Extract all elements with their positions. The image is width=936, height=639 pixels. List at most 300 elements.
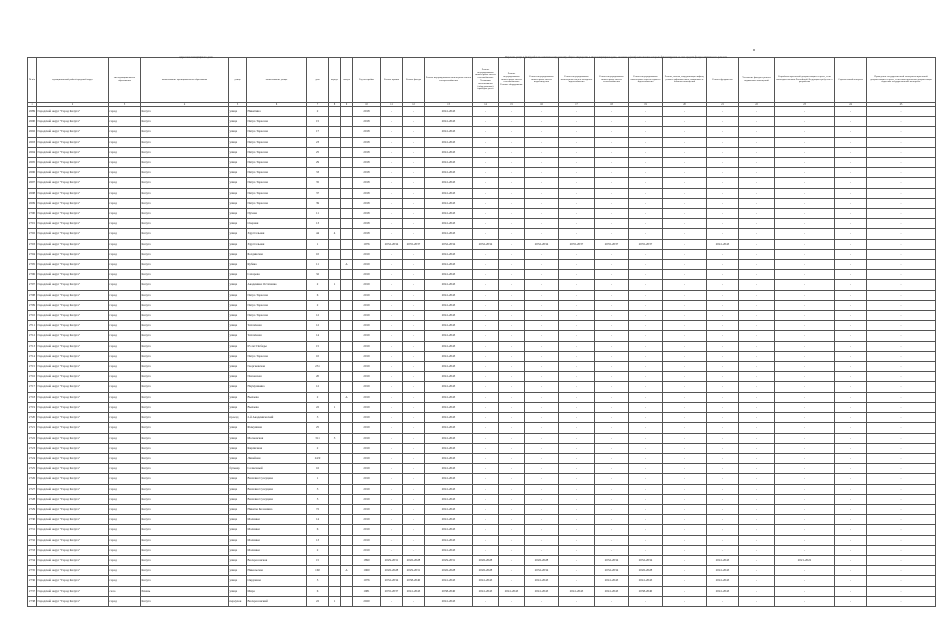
table-cell: 2019	[353, 545, 381, 555]
table-cell: -	[707, 464, 739, 474]
table-cell	[341, 453, 353, 463]
table-cell	[329, 504, 341, 514]
table-cell: 2041-2043	[473, 576, 499, 586]
table-cell: 12	[307, 321, 329, 331]
table-cell: 2032-2034	[595, 555, 629, 565]
table-cell: 1	[329, 402, 341, 412]
table-cell: 2041-2043	[425, 127, 473, 137]
table-cell: город	[109, 249, 141, 259]
table-cell: -	[595, 178, 629, 188]
table-cell: -	[595, 311, 629, 321]
table-cell: 2041-2043	[707, 586, 739, 596]
column-header: Ремонт крыши	[381, 58, 403, 103]
table-cell: город	[109, 504, 141, 514]
table-cell: -	[663, 219, 707, 229]
table-cell: -	[663, 566, 707, 576]
table-cell: Болдинская	[247, 249, 307, 259]
table-cell: 2041-2043	[425, 270, 473, 280]
table-cell: Петра Тарасова	[247, 351, 307, 361]
table-cell: Калуга	[141, 290, 229, 300]
table-cell: улица	[229, 535, 247, 545]
table-cell: Калуга	[141, 566, 229, 576]
table-cell: Московская	[247, 433, 307, 443]
table-cell: 1	[307, 239, 329, 249]
table-cell: -	[381, 433, 403, 443]
table-cell: 2041-2043	[425, 351, 473, 361]
table-cell: улица	[229, 127, 247, 137]
table-cell: Калуга	[141, 178, 229, 188]
table-cell: город	[109, 198, 141, 208]
table-cell: -	[663, 107, 707, 117]
table-cell: 2026-2028	[525, 555, 559, 565]
table-cell: -	[663, 576, 707, 586]
table-cell	[329, 494, 341, 504]
table-cell: -	[559, 168, 595, 178]
table-cell: 2032-2034	[425, 239, 473, 249]
table-cell: -	[629, 525, 663, 535]
table-cell: -	[739, 168, 775, 178]
table-cell: -	[739, 209, 775, 219]
table-cell	[341, 188, 353, 198]
table-cell: улица	[229, 219, 247, 229]
table-cell: Городской округ "Город Калуга"	[37, 290, 109, 300]
table-cell: -	[629, 229, 663, 239]
table-cell	[341, 341, 353, 351]
table-cell: -	[559, 198, 595, 208]
table-cell	[329, 321, 341, 331]
table-cell: -	[473, 443, 499, 453]
table-cell: -	[867, 423, 936, 433]
table-cell: Калуга	[141, 464, 229, 474]
table-row	[28, 555, 936, 565]
table-cell: -	[595, 535, 629, 545]
table-cell: -	[473, 229, 499, 239]
column-header: наименование муниципального образования	[141, 58, 229, 103]
table-cell: 311	[307, 433, 329, 443]
table-cell: Петра Тарасова	[247, 117, 307, 127]
table-cell: -	[499, 127, 525, 137]
table-cell: улица	[229, 249, 247, 259]
table-cell	[341, 382, 353, 392]
table-cell: 2019	[353, 525, 381, 535]
table-cell: -	[707, 443, 739, 453]
table-cell: Озерная	[247, 219, 307, 229]
table-cell: -	[525, 137, 559, 147]
table-cell: -	[835, 290, 867, 300]
table-cell: -	[775, 423, 835, 433]
table-cell: -	[595, 290, 629, 300]
column-header: Ремонт внутридомовых инженерных систем газоснабжения: Установка коллективных (общедомовых) приборов учета	[473, 58, 499, 103]
table-cell: -	[559, 464, 595, 474]
table-cell: -	[867, 260, 936, 270]
table-cell: -	[775, 341, 835, 351]
table-cell: -	[473, 545, 499, 555]
column-number: 1	[28, 103, 37, 107]
table-cell: -	[595, 321, 629, 331]
table-cell: -	[595, 188, 629, 198]
table-cell: -	[835, 270, 867, 280]
table-cell: Калуга	[141, 270, 229, 280]
table-cell: улица	[229, 137, 247, 147]
table-cell: Калуга	[141, 443, 229, 453]
table-cell: -	[499, 137, 525, 147]
table-cell: 2729	[28, 504, 37, 514]
table-cell: -	[775, 586, 835, 596]
table-cell: -	[629, 117, 663, 127]
table-cell: -	[775, 433, 835, 443]
table-cell: -	[707, 392, 739, 402]
table-cell: 2	[307, 280, 329, 290]
table-cell: -	[499, 219, 525, 229]
table-row	[28, 107, 936, 117]
table-cell: -	[835, 566, 867, 576]
table-cell: -	[381, 188, 403, 198]
table-cell: -	[403, 331, 425, 341]
table-cell: -	[835, 219, 867, 229]
table-cell: улица	[229, 382, 247, 392]
table-cell: 2041-2043	[425, 147, 473, 157]
table-cell: -	[707, 413, 739, 423]
table-cell: город	[109, 107, 141, 117]
table-cell: 2724	[28, 453, 37, 463]
table-cell: -	[499, 504, 525, 514]
table-cell: 44	[307, 229, 329, 239]
table-cell: 1	[307, 474, 329, 484]
table-cell: 2705	[28, 260, 37, 270]
table-cell: -	[629, 423, 663, 433]
table-cell: улица	[229, 311, 247, 321]
table-cell: -	[707, 178, 739, 188]
table-cell: 2041-2043	[425, 545, 473, 555]
column-number: 15	[499, 103, 525, 107]
table-cell	[341, 280, 353, 290]
table-cell: -	[707, 433, 739, 443]
table-cell: -	[663, 198, 707, 208]
table-cell: Вылаева	[247, 402, 307, 412]
table-cell: -	[663, 362, 707, 372]
table-cell: -	[629, 280, 663, 290]
table-cell: -	[867, 525, 936, 535]
table-cell: -	[835, 260, 867, 270]
table-cell: -	[663, 433, 707, 443]
table-cell: -	[629, 270, 663, 280]
table-cell: 2704	[28, 249, 37, 259]
table-cell: 35	[307, 178, 329, 188]
table-cell: -	[867, 127, 936, 137]
table-cell: -	[835, 535, 867, 545]
table-cell: 2689	[28, 107, 37, 117]
table-cell: город	[109, 127, 141, 137]
table-cell: -	[381, 137, 403, 147]
table-cell: Городской округ "Город Калуга"	[37, 382, 109, 392]
table-cell: -	[381, 596, 403, 606]
table-cell: -	[707, 209, 739, 219]
table-cell: -	[835, 576, 867, 586]
table-cell: -	[835, 402, 867, 412]
table-cell: -	[499, 321, 525, 331]
table-cell: -	[595, 270, 629, 280]
table-cell	[341, 576, 353, 586]
table-cell	[329, 198, 341, 208]
table-cell: -	[775, 474, 835, 484]
table-cell: 2035-2037	[403, 239, 425, 249]
table-cell: -	[629, 351, 663, 361]
table-cell: -	[663, 127, 707, 137]
table-cell: -	[595, 545, 629, 555]
table-cell: город	[109, 188, 141, 198]
table-cell: 2041-2043	[425, 474, 473, 484]
table-cell: -	[595, 362, 629, 372]
table-cell: -	[559, 341, 595, 351]
table-cell: Василия Сусеуцева	[247, 494, 307, 504]
table-cell: -	[381, 117, 403, 127]
table-cell: -	[867, 351, 936, 361]
table-cell: -	[707, 372, 739, 382]
table-cell	[341, 178, 353, 188]
table-cell: -	[559, 300, 595, 310]
table-cell: -	[499, 464, 525, 474]
table-cell: 16	[307, 464, 329, 474]
table-cell: улица	[229, 300, 247, 310]
table-cell: -	[473, 402, 499, 412]
table-cell: 2038-2040	[403, 576, 425, 586]
table-cell: -	[595, 494, 629, 504]
table-row	[28, 168, 936, 178]
table-cell: 1	[329, 596, 341, 606]
table-cell: 25	[307, 147, 329, 157]
table-cell: -	[381, 515, 403, 525]
table-cell: 2019	[353, 382, 381, 392]
table-cell: -	[403, 351, 425, 361]
table-cell: 2019	[353, 392, 381, 402]
table-cell: город	[109, 137, 141, 147]
table-cell: А	[341, 392, 353, 402]
table-cell: А	[341, 260, 353, 270]
table-cell	[341, 351, 353, 361]
table-cell: Петра Тарасова	[247, 198, 307, 208]
table-cell: -	[663, 474, 707, 484]
table-cell: -	[663, 494, 707, 504]
table-cell: 2019	[353, 321, 381, 331]
table-cell: -	[835, 229, 867, 239]
table-cell: 2735	[28, 566, 37, 576]
table-cell: -	[559, 484, 595, 494]
table-cell: -	[473, 137, 499, 147]
table-cell: 2041-2043	[473, 586, 499, 596]
table-cell	[341, 402, 353, 412]
table-cell: -	[559, 117, 595, 127]
table-cell: Городской округ "Город Калуга"	[37, 239, 109, 249]
column-header: Ремонт, замена, модернизация лифтов, ремонт лифтовых шахт, машинных и блочных помещений	[663, 58, 707, 103]
table-cell: город	[109, 372, 141, 382]
table-cell: Малинки	[247, 545, 307, 555]
table-cell: 2041-2043	[425, 433, 473, 443]
table-cell: -	[403, 464, 425, 474]
table-cell: 2018	[353, 168, 381, 178]
table-cell: -	[775, 453, 835, 463]
table-cell: -	[499, 280, 525, 290]
table-cell: -	[629, 168, 663, 178]
table-cell: -	[525, 229, 559, 239]
table-cell: -	[559, 433, 595, 443]
table-cell	[329, 535, 341, 545]
table-cell: -	[473, 362, 499, 372]
table-cell: -	[835, 331, 867, 341]
table-cell: -	[403, 219, 425, 229]
table-cell: 2018	[353, 229, 381, 239]
table-cell: -	[739, 362, 775, 372]
table-cell: 2032-2034	[629, 555, 663, 565]
table-cell: 2041-2043	[595, 586, 629, 596]
table-cell: -	[473, 525, 499, 535]
table-cell: 22	[307, 402, 329, 412]
table-cell: -	[867, 219, 936, 229]
table-row	[28, 117, 936, 127]
table-cell: улица	[229, 474, 247, 484]
table-cell	[341, 229, 353, 239]
table-row	[28, 260, 936, 270]
table-cell: -	[525, 372, 559, 382]
table-cell: -	[739, 341, 775, 351]
table-cell: -	[525, 596, 559, 606]
table-cell: -	[403, 525, 425, 535]
table-cell: -	[525, 402, 559, 412]
table-cell: Калуга	[141, 127, 229, 137]
table-cell: -	[473, 372, 499, 382]
table-cell: -	[775, 188, 835, 198]
table-cell: Петра Тарасова	[247, 188, 307, 198]
table-cell: -	[525, 525, 559, 535]
table-cell: -	[739, 596, 775, 606]
table-cell: -	[775, 351, 835, 361]
table-cell: -	[473, 453, 499, 463]
table-row	[28, 433, 936, 443]
table-cell: -	[473, 474, 499, 484]
table-cell: 2019	[353, 290, 381, 300]
table-cell: 2041-2043	[707, 239, 739, 249]
table-cell: -	[381, 321, 403, 331]
table-cell: 2018	[353, 147, 381, 157]
table-row	[28, 504, 936, 514]
table-cell: -	[381, 525, 403, 535]
table-cell: Малинки	[247, 525, 307, 535]
table-cell: 2041-2043	[425, 402, 473, 412]
table-cell: -	[663, 321, 707, 331]
table-cell: -	[835, 188, 867, 198]
table-cell: город	[109, 168, 141, 178]
table-cell: -	[867, 137, 936, 147]
table-cell: -	[499, 341, 525, 351]
table-cell: город	[109, 596, 141, 606]
table-cell: -	[775, 545, 835, 555]
table-cell: -	[775, 229, 835, 239]
table-cell: Городской округ "Город Калуга"	[37, 178, 109, 188]
table-cell: -	[559, 158, 595, 168]
table-cell: 2032-2034	[595, 566, 629, 576]
table-cell: Петра Тарасова	[247, 168, 307, 178]
table-cell: Городской округ "Город Калуга"	[37, 351, 109, 361]
table-cell: -	[473, 484, 499, 494]
table-cell: 2041-2043	[425, 178, 473, 188]
table-cell: -	[381, 413, 403, 423]
table-cell: Калуга	[141, 188, 229, 198]
table-cell: -	[403, 321, 425, 331]
table-cell: 2726	[28, 474, 37, 484]
table-row	[28, 280, 936, 290]
table-cell: 2041-2043	[425, 535, 473, 545]
table-cell: 2707	[28, 280, 37, 290]
table-cell: -	[835, 178, 867, 188]
table-cell: -	[739, 270, 775, 280]
table-cell: Городской округ "Город Калуга"	[37, 229, 109, 239]
table-cell: Фомушина	[247, 423, 307, 433]
table-cell: -	[867, 535, 936, 545]
table-cell: Городской округ "Город Калуга"	[37, 515, 109, 525]
table-cell	[329, 311, 341, 321]
table-cell: -	[867, 566, 936, 576]
table-cell	[329, 239, 341, 249]
table-cell: Городской округ "Город Калуга"	[37, 474, 109, 484]
table-cell: -	[629, 188, 663, 198]
table-cell: -	[663, 158, 707, 168]
table-cell: -	[403, 433, 425, 443]
table-row	[28, 494, 936, 504]
column-header: муниципальный район/городской округ	[37, 58, 109, 103]
table-cell: Калуга	[141, 311, 229, 321]
table-cell: 2736	[28, 576, 37, 586]
table-cell: город	[109, 474, 141, 484]
table-cell: 2731	[28, 525, 37, 535]
table-cell: -	[525, 413, 559, 423]
table-cell: Никитина	[247, 107, 307, 117]
table-cell: -	[835, 392, 867, 402]
table-cell: -	[559, 504, 595, 514]
table-cell: -	[775, 178, 835, 188]
table-cell: город	[109, 545, 141, 555]
table-cell: город	[109, 494, 141, 504]
table-cell: -	[559, 127, 595, 137]
table-cell: улица	[229, 341, 247, 351]
table-cell: 2711	[28, 321, 37, 331]
table-cell: 1890	[353, 555, 381, 565]
table-cell: Калуга	[141, 219, 229, 229]
table-row	[28, 178, 936, 188]
table-cell: 11	[307, 260, 329, 270]
table-cell: Калуга	[141, 168, 229, 178]
table-cell: 2	[307, 545, 329, 555]
table-cell: Городской округ "Город Калуга"	[37, 158, 109, 168]
table-cell: Городской округ "Город Калуга"	[37, 413, 109, 423]
table-cell: 2041-2043	[499, 586, 525, 596]
table-cell: 5	[307, 576, 329, 586]
table-row	[28, 586, 936, 596]
table-cell	[329, 515, 341, 525]
table-cell: -	[629, 484, 663, 494]
table-cell: 2019	[353, 494, 381, 504]
table-cell: -	[775, 198, 835, 208]
column-header: улица	[229, 58, 247, 103]
table-cell: город	[109, 290, 141, 300]
table-cell: 2018	[353, 137, 381, 147]
table-cell: улица	[229, 198, 247, 208]
table-cell: -	[775, 392, 835, 402]
table-cell: -	[525, 545, 559, 555]
table-cell: 2035-2037	[629, 239, 663, 249]
table-cell: Калуга	[141, 107, 229, 117]
table-cell: -	[867, 474, 936, 484]
table-cell: Поповская	[247, 372, 307, 382]
table-cell: -	[775, 168, 835, 178]
